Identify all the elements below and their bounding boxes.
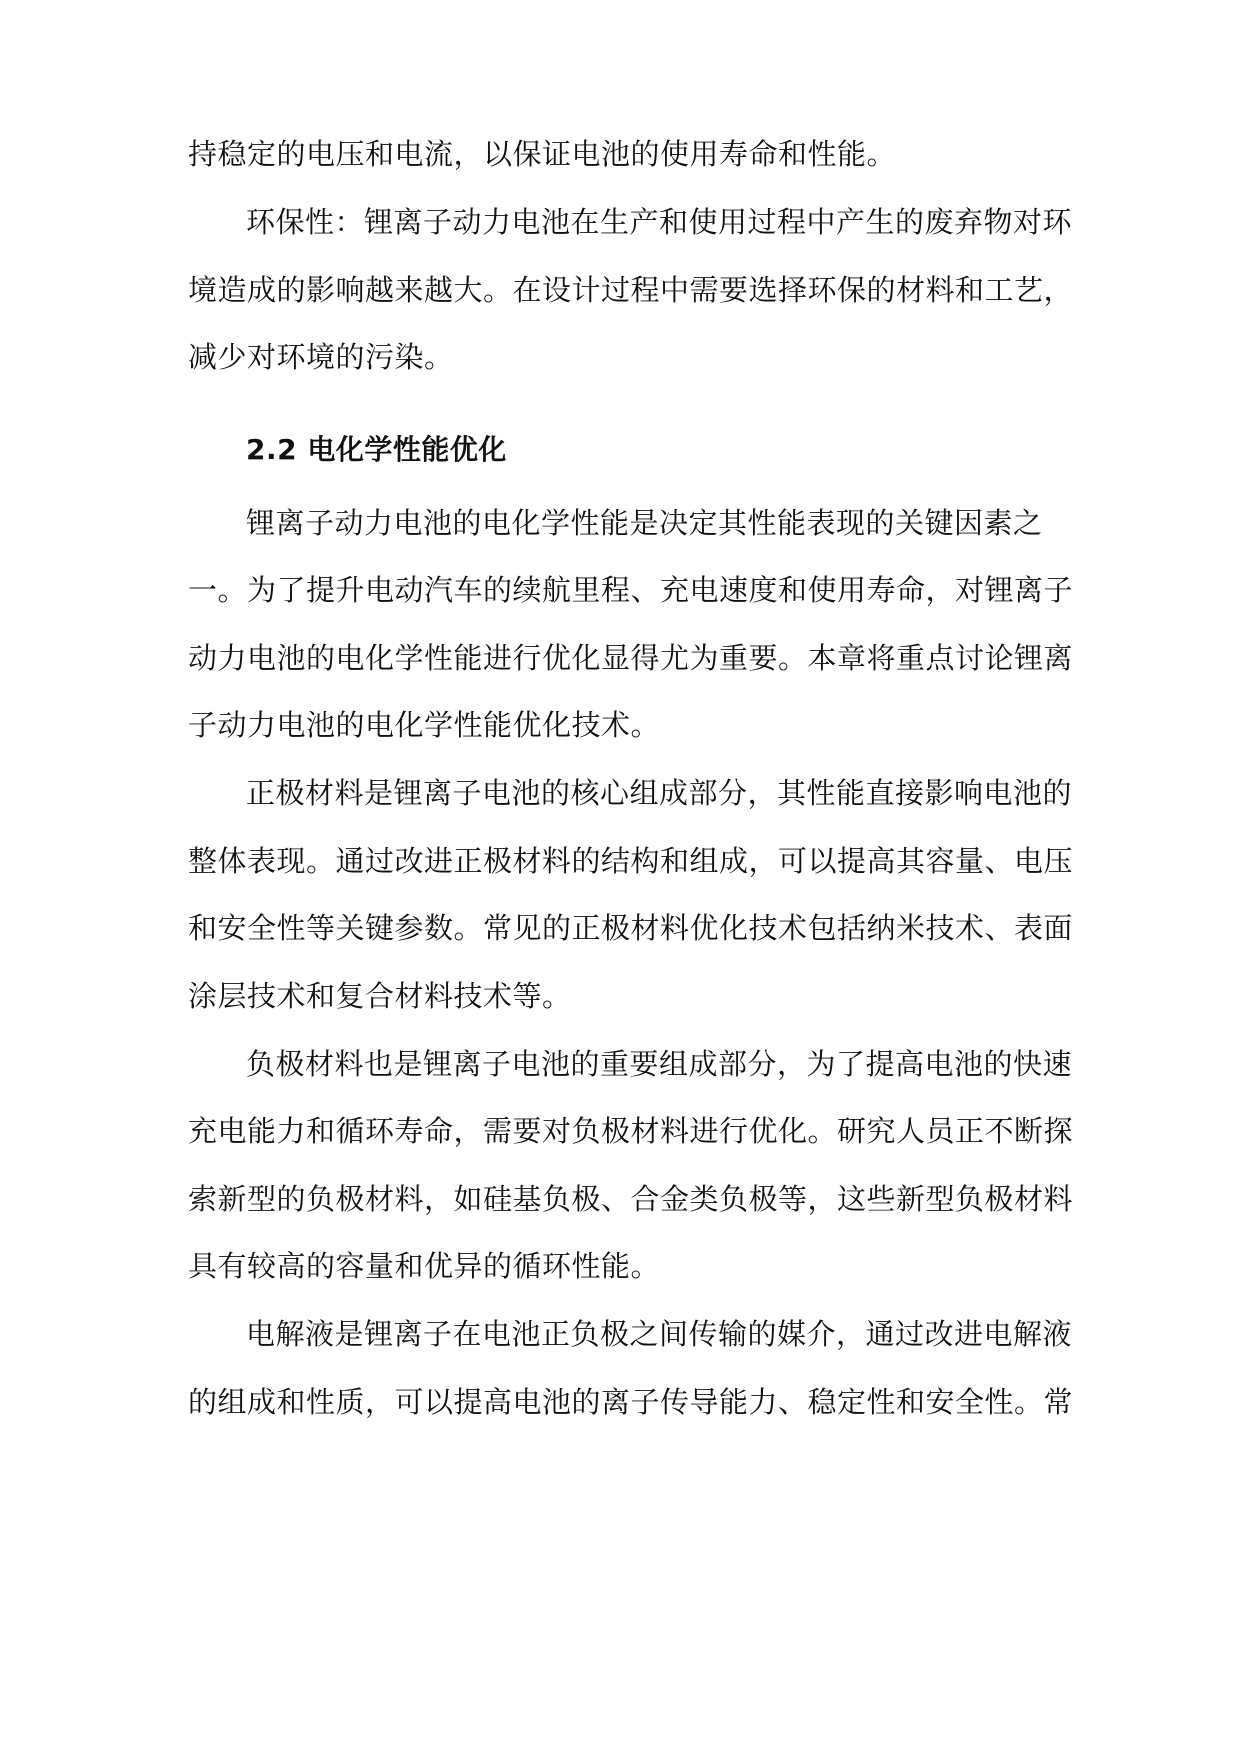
paragraph-line: 整体表现。通过改进正极材料的结构和组成，可以提高其容量、电压 <box>188 844 1074 878</box>
paragraph-line: 环保性：锂离子动力电池在生产和使用过程中产生的废弃物对环 <box>246 205 1073 239</box>
paragraph-line: 的组成和性质，可以提高电池的离子传导能力、稳定性和安全性。常 <box>188 1385 1074 1419</box>
paragraph-line: 一。为了提升电动汽车的续航里程、充电速度和使用寿命，对锂离子 <box>188 573 1074 607</box>
paragraph-line: 具有较高的容量和优异的循环性能。 <box>188 1249 661 1283</box>
paragraph-line: 动力电池的电化学性能进行优化显得尤为重要。本章将重点讨论锂离 <box>188 641 1074 675</box>
paragraph-line: 持稳定的电压和电流，以保证电池的使用寿命和性能。 <box>188 137 897 171</box>
paragraph-line: 子动力电池的电化学性能优化技术。 <box>188 708 661 742</box>
section-heading: 2.2 电化学性能优化 <box>246 433 507 466</box>
paragraph-line: 涂层技术和复合材料技术等。 <box>188 979 572 1013</box>
paragraph-line: 减少对环境的污染。 <box>188 340 454 374</box>
paragraph-line: 正极材料是锂离子电池的核心组成部分，其性能直接影响电池的 <box>246 776 1073 810</box>
paragraph-line: 充电能力和循环寿命，需要对负极材料进行优化。研究人员正不断探 <box>188 1114 1074 1148</box>
paragraph-line: 负极材料也是锂离子电池的重要组成部分，为了提高电池的快速 <box>246 1047 1073 1081</box>
paragraph-line: 电解液是锂离子在电池正负极之间传输的媒介，通过改进电解液 <box>246 1317 1073 1351</box>
paragraph-line: 境造成的影响越来越大。在设计过程中需要选择环保的材料和工艺， <box>188 273 1074 307</box>
paragraph-line: 和安全性等关键参数。常见的正极材料优化技术包括纳米技术、表面 <box>188 911 1074 945</box>
paragraph-line: 锂离子动力电池的电化学性能是决定其性能表现的关键因素之 <box>246 506 1043 540</box>
paragraph-line: 索新型的负极材料，如硅基负极、合金类负极等，这些新型负极材料 <box>188 1182 1074 1216</box>
